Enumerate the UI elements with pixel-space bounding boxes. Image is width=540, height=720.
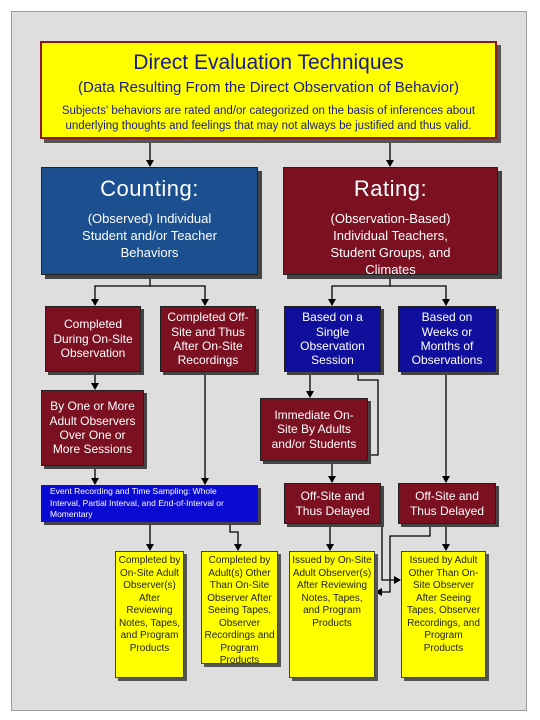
description: Subjects' behaviors are rated and/or categorized on the basis of inferences about underlying thoughts and feelings that may not always be justified and thus valid. [61, 105, 476, 132]
completed-offsite-box [160, 306, 256, 372]
title: Direct Evaluation Techniques [133, 51, 404, 74]
counting-other-leaf [201, 551, 278, 664]
arrow-delayed-left-to-issued-other [382, 525, 400, 580]
arrow-rating-to-single [332, 276, 390, 305]
rating-issued-onsite-leaf [289, 551, 375, 678]
subtitle: (Data Resulting From the Direct Observation of Behavior) [78, 79, 459, 97]
offsite-delayed-right-box [398, 483, 496, 524]
adult-observers-label: By One or More Adult Observers Over One or More Sessions [49, 399, 136, 457]
weeks-months-box [398, 306, 496, 372]
counting-detail: (Observed) Individual Student and/or Teacher Behaviors [82, 211, 217, 261]
rating-heading: Rating: [353, 176, 428, 201]
offsite-delayed-right-label: Off-Site and Thus Delayed [409, 489, 485, 518]
single-session-label: Based on a Single Observation Session [300, 310, 365, 368]
arrow-rating-to-weeks [390, 286, 446, 305]
arrow-counting-to-during [95, 276, 150, 305]
counting-onsite-leaf-label: Completed by On-Site Adult Observer(s) After Reviewing Notes, Tapes, and Program Products [118, 555, 181, 654]
rating-box [283, 167, 498, 275]
counting-box [41, 167, 258, 275]
event-recording-label: Event Recording and Time Sampling: Whole Interval, Partial Interval, and End-of-Interval or Momentary [50, 486, 224, 520]
rating-detail: (Observation-Based) Individual Teachers, Student Groups, and Climates [330, 211, 451, 277]
rating-issued-other-leaf [401, 551, 486, 678]
rating-issued-other-leaf-label: Issued by Adult Other Than On-Site Observer After Seeing Tapes, Observer Recordings, and Program Products [406, 555, 481, 654]
completed-offsite-label: Completed Off-Site and Thus After On-Site Recordings [167, 310, 249, 368]
arrow-event-to-other-leaf [230, 522, 238, 550]
counting-onsite-leaf [115, 551, 184, 678]
title-box [40, 41, 497, 139]
immediate-onsite-box [260, 398, 368, 461]
completed-during-box [45, 306, 141, 372]
completed-during-label: Completed During On-Site Observation [53, 317, 133, 361]
counting-heading: Counting: [100, 176, 199, 201]
weeks-months-label: Based on Weeks or Months of Observations [411, 310, 483, 368]
counting-other-leaf-label: Completed by Adult(s) Other Than On-Site Observer After Seeing Tapes, Observer Recordings and Program Products [204, 555, 275, 666]
offsite-delayed-left-box [284, 483, 381, 524]
offsite-delayed-left-label: Off-Site and Thus Delayed [295, 489, 370, 518]
single-session-box [284, 306, 381, 372]
adult-observers-box [41, 390, 144, 466]
event-recording-box [41, 485, 258, 522]
arrow-counting-to-offsite [150, 286, 205, 305]
immediate-onsite-label: Immediate On-Site By Adults and/or Students [271, 407, 357, 451]
rating-issued-onsite-leaf-label: Issued by On-Site Adult Observer(s) After Reviewing Notes, Tapes, and Program Products [292, 555, 372, 629]
